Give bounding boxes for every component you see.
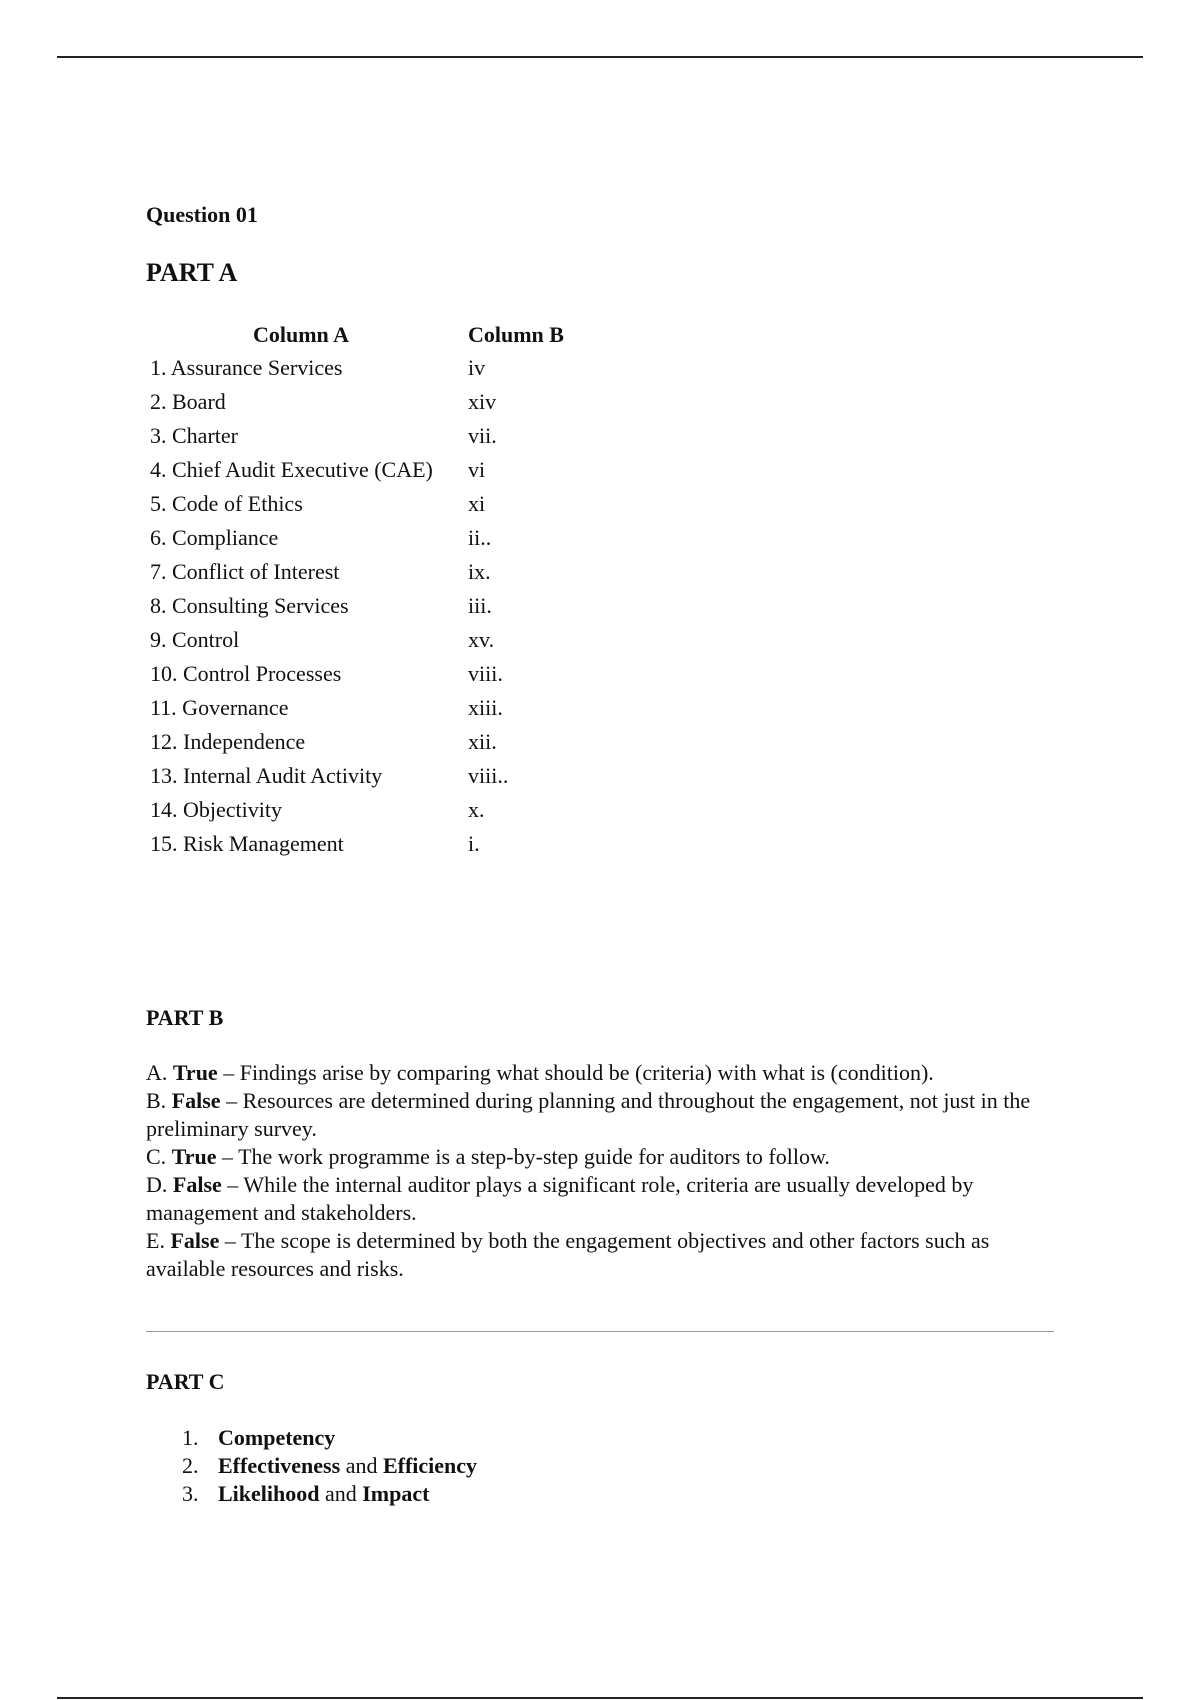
true-false-item: [146, 1087, 1066, 1143]
table-row: [146, 627, 846, 661]
column-a-term: 14. Objectivity: [150, 797, 282, 822]
part-a-heading: PART A: [146, 258, 238, 287]
table-row: [146, 355, 846, 389]
part-b-heading: PART B: [146, 1005, 224, 1030]
item-letter: B.: [146, 1088, 172, 1113]
question-title: Question 01: [146, 202, 258, 227]
column-b-answer: xi: [468, 491, 486, 516]
true-false-item: [146, 1227, 1066, 1283]
true-false-item: [146, 1171, 1066, 1227]
item-explanation: – The scope is determined by both the engagement objectives and other factors such as available resources and risks.: [146, 1228, 990, 1281]
column-a-term: 2. Board: [150, 389, 226, 414]
column-b-answer: xii.: [468, 729, 497, 754]
item-verdict: False: [172, 1172, 222, 1197]
column-b-answer: ii..: [468, 525, 492, 550]
column-b-answer: xiv: [468, 389, 497, 414]
list-term-2: Efficiency: [382, 1453, 478, 1478]
list-number: 3.: [182, 1481, 199, 1506]
item-explanation: – Resources are determined during planning and throughout the engagement, not just in the preliminary survey.: [146, 1088, 1031, 1141]
table-row: [146, 763, 846, 797]
column-b-answer: x.: [468, 797, 485, 822]
table-row: [146, 389, 846, 423]
item-verdict: False: [171, 1088, 221, 1113]
column-a-term: 13. Internal Audit Activity: [150, 763, 383, 788]
list-number: 2.: [182, 1453, 199, 1478]
column-a-term: 11. Governance: [150, 695, 289, 720]
column-a-term: 6. Compliance: [150, 525, 279, 550]
list-term-1: Likelihood: [218, 1481, 320, 1506]
item-letter: C.: [146, 1144, 172, 1169]
item-explanation: – Findings arise by comparing what should be (criteria) with what is (condition).: [217, 1060, 934, 1085]
column-a-term: 15. Risk Management: [150, 831, 344, 856]
item-explanation: – While the internal auditor plays a significant role, criteria are usually developed by management and stakeholders.: [146, 1172, 974, 1225]
list-term-1: Effectiveness: [218, 1453, 341, 1478]
item-letter: D.: [146, 1172, 173, 1197]
item-verdict: True: [172, 1060, 218, 1085]
table-row: [146, 457, 846, 491]
column-a-term: 7. Conflict of Interest: [150, 559, 340, 584]
column-a-term: 1. Assurance Services: [150, 355, 343, 380]
list-joiner: and: [340, 1453, 383, 1478]
table-row: [146, 797, 846, 831]
item-verdict: True: [171, 1144, 217, 1169]
column-b-answer: xiii.: [468, 695, 503, 720]
column-b-header: Column B: [468, 322, 564, 347]
column-b-answer: iii.: [468, 593, 492, 618]
list-number: 1.: [182, 1425, 199, 1450]
true-false-item: [146, 1143, 1066, 1171]
column-a-term: 3. Charter: [150, 423, 238, 448]
column-a-term: 8. Consulting Services: [150, 593, 349, 618]
column-b-answer: vii.: [468, 423, 497, 448]
table-row: [146, 525, 846, 559]
column-a-header: Column A: [253, 322, 349, 347]
table-row: [146, 559, 846, 593]
bottom-rule: [57, 1697, 1143, 1699]
top-rule: [57, 56, 1143, 58]
part-c-heading: PART C: [146, 1369, 225, 1394]
column-b-answer: viii..: [468, 763, 509, 788]
item-letter: A.: [146, 1060, 173, 1085]
list-text: [218, 1452, 477, 1480]
column-a-term: 9. Control: [150, 627, 240, 652]
column-a-term: 4. Chief Audit Executive (CAE): [150, 457, 433, 482]
table-row: [146, 593, 846, 627]
section-divider: [146, 1331, 1054, 1332]
item-verdict: False: [170, 1228, 220, 1253]
column-b-answer: i.: [468, 831, 480, 856]
column-a-term: 12. Independence: [150, 729, 306, 754]
column-b-answer: xv.: [468, 627, 495, 652]
table-row: [146, 423, 846, 457]
table-row: [146, 729, 846, 763]
table-row: [146, 695, 846, 729]
column-b-answer: vi: [468, 457, 486, 482]
true-false-item: [146, 1059, 1066, 1087]
true-false-answers: [146, 1059, 1066, 1283]
list-term-2: Impact: [362, 1481, 430, 1506]
column-a-term: 5. Code of Ethics: [150, 491, 303, 516]
column-a-term: 10. Control Processes: [150, 661, 342, 686]
list-term-1: Competency: [218, 1425, 336, 1450]
list-text: [218, 1480, 429, 1508]
list-joiner: and: [319, 1481, 363, 1506]
table-row: [146, 491, 846, 525]
item-explanation: – The work programme is a step-by-step guide for auditors to follow.: [216, 1144, 830, 1169]
column-b-answer: viii.: [468, 661, 503, 686]
item-letter: E.: [146, 1228, 171, 1253]
table-rows: [146, 355, 846, 865]
table-row: [146, 661, 846, 695]
column-b-answer: ix.: [468, 559, 491, 584]
list-text: [218, 1424, 335, 1452]
table-row: [146, 831, 846, 865]
column-b-answer: iv: [468, 355, 486, 380]
